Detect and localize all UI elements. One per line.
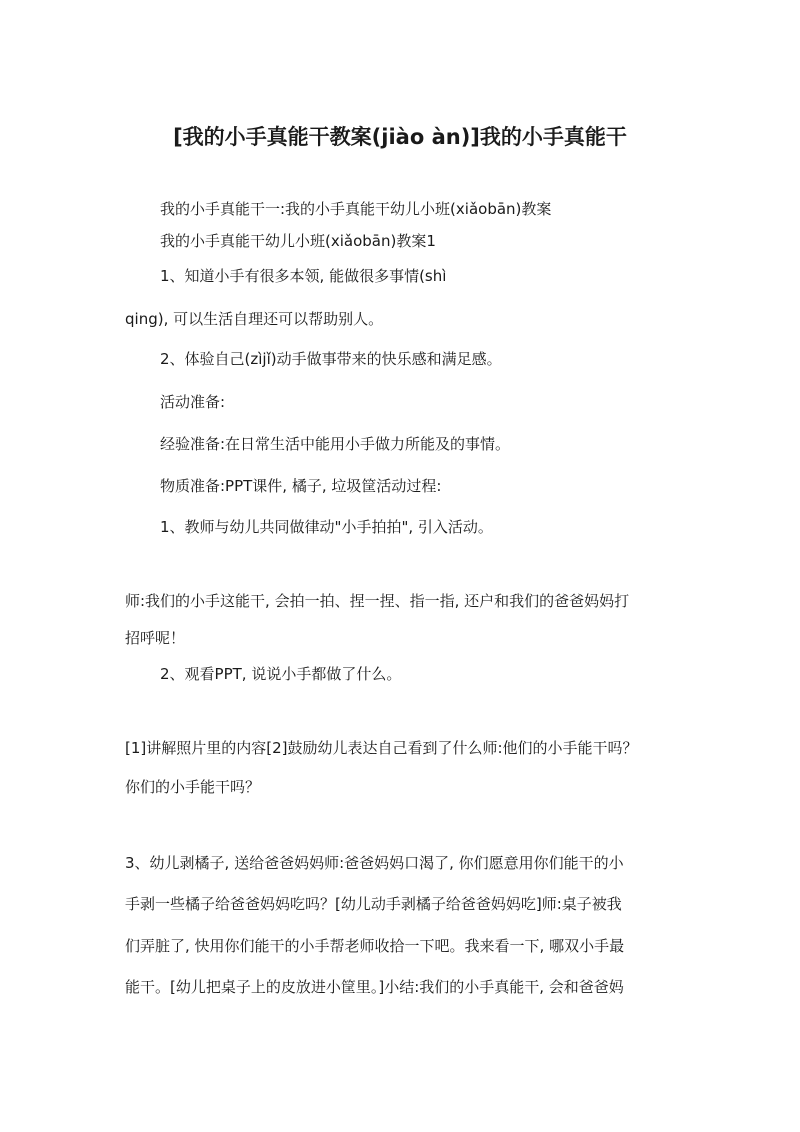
document-title: [我的小手真能干教案(jiào àn)]我的小手真能干	[173, 125, 627, 149]
paragraph-line: qing), 可以生活自理还可以帮助别人。	[125, 310, 384, 328]
paragraph-line: 招呼呢！	[125, 629, 186, 647]
paragraph-line: 经验准备:在日常生活中能用小手做力所能及的事情。	[160, 435, 511, 453]
paragraph-line: 3、幼儿剥橘子, 送给爸爸妈妈师:爸爸妈妈口渴了, 你们愿意用你们能干的小	[125, 854, 624, 872]
paragraph-line: 能干。[幼儿把桌子上的皮放进小筐里。]小结:我们的小手真能干, 会和爸爸妈	[125, 978, 624, 996]
paragraph-line: 2、体验自己(zìjǐ)动手做事带来的快乐感和满足感。	[160, 350, 502, 368]
paragraph-line: 物质准备:PPT课件, 橘子, 垃圾筐活动过程:	[160, 477, 442, 495]
paragraph-line: 你们的小手能干吗？	[125, 778, 261, 796]
paragraph-line: 我的小手真能干一:我的小手真能干幼儿小班(xiǎobān)教案	[160, 200, 552, 218]
paragraph-line: 1、知道小手有很多本领, 能做很多事情(shì	[160, 267, 447, 285]
paragraph-line: 手剥一些橘子给爸爸妈妈吃吗？[幼儿动手剥橘子给爸爸妈妈吃]师:桌子被我	[125, 895, 622, 913]
paragraph-line: 1、教师与幼儿共同做律动"小手拍拍", 引入活动。	[160, 518, 493, 536]
paragraph-line: 师:我们的小手这能干, 会拍一拍、捏一捏、指一指, 还户和我们的爸爸妈妈打	[125, 592, 630, 610]
paragraph-line: 我的小手真能干幼儿小班(xiǎobān)教案1	[160, 232, 436, 250]
paragraph-line: 们弄脏了, 快用你们能干的小手帮老师收拾一下吧。我来看一下, 哪双小手最	[125, 937, 625, 955]
paragraph-line: 2、观看PPT, 说说小手都做了什么。	[160, 665, 402, 683]
paragraph-line: [1]讲解照片里的内容[2]鼓励幼儿表达自己看到了什么师:他们的小手能干吗？	[125, 739, 638, 757]
paragraph-line: 活动准备:	[160, 393, 226, 411]
